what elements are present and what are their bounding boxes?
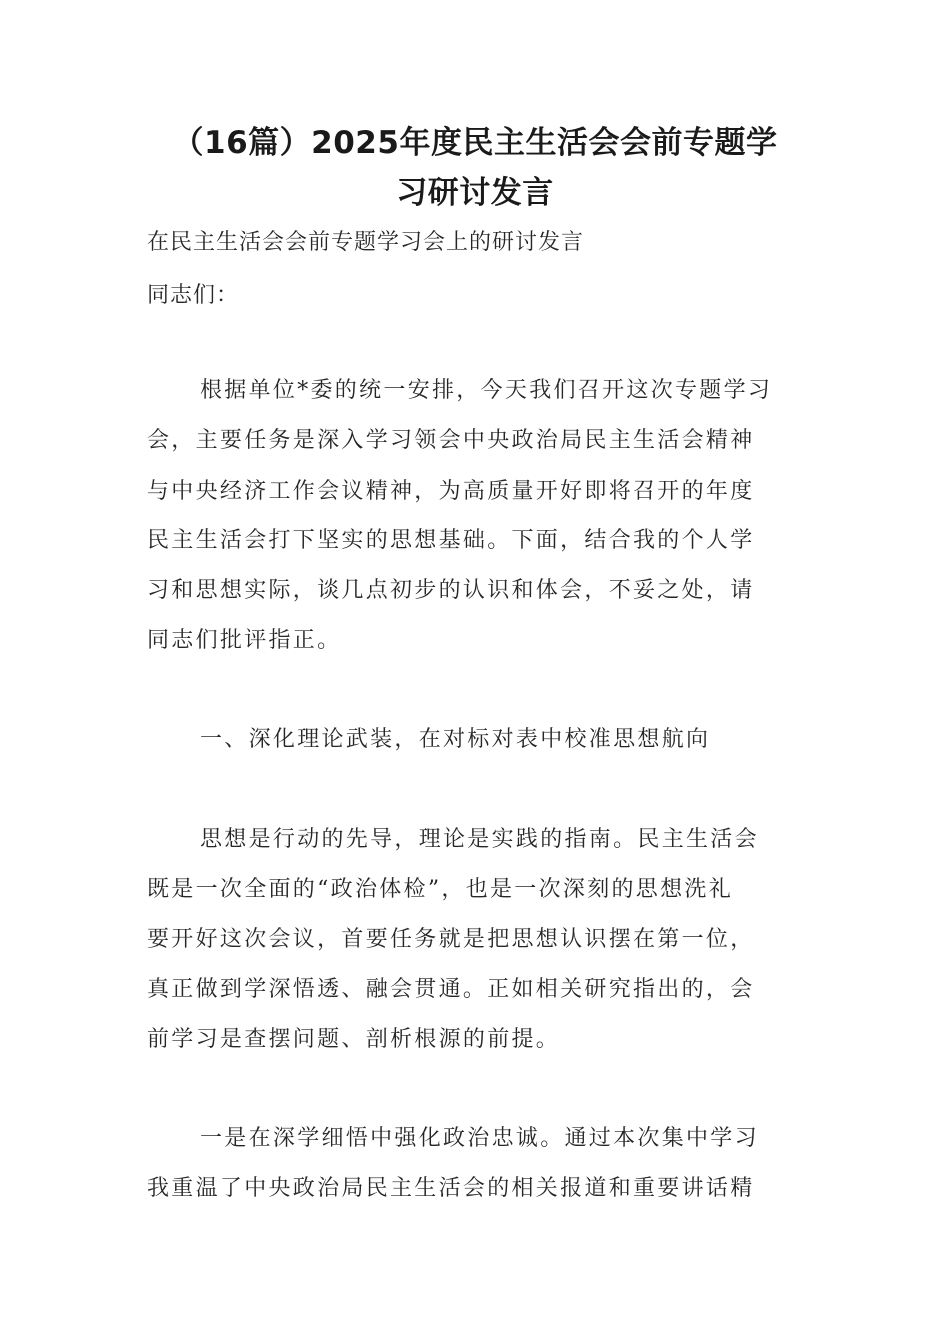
paragraph-line: 与中央经济工作会议精神，为高质量开好即将召开的年度	[147, 479, 755, 504]
paragraph-line: 思想是行动的先导，理论是实践的指南。民主生活会	[200, 827, 759, 852]
paragraph-line: 要开好这次会议，首要任务就是把思想认识摆在第一位，	[147, 927, 755, 952]
paragraph-line: 根据单位*委的统一安排，今天我们召开这次专题学习	[200, 378, 773, 403]
paragraph-line: 既是一次全面的“政治体检”，也是一次深刻的思想洗礼	[147, 877, 733, 902]
document-title	[120, 118, 830, 218]
paragraph-line: 习和思想实际，谈几点初步的认识和体会，不妥之处，请	[147, 578, 755, 603]
salutation: 同志们：	[147, 283, 240, 308]
subtitle: 在民主生活会会前专题学习会上的研讨发言	[147, 230, 585, 255]
paragraph-line: 一是在深学细悟中强化政治忠诚。通过本次集中学习	[200, 1126, 759, 1151]
section-heading: 一、深化理论武装，在对标对表中校准思想航向	[200, 727, 711, 752]
title-line-1: （16篇）2025年度民主生活会会前专题学	[172, 125, 778, 161]
paragraph-line: 我重温了中央政治局民主生活会的相关报道和重要讲话精	[147, 1176, 755, 1201]
paragraph-line: 真正做到学深悟透、融会贯通。正如相关研究指出的，会	[147, 977, 755, 1002]
paragraph-line: 前学习是查摆问题、剖析根源的前提。	[147, 1027, 561, 1052]
paragraph-line: 会，主要任务是深入学习领会中央政治局民主生活会精神	[147, 428, 755, 453]
title-line-2: 习研讨发言	[396, 175, 554, 211]
paragraph-line: 同志们批评指正。	[147, 628, 342, 653]
paragraph-line: 民主生活会打下坚实的思想基础。下面，结合我的个人学	[147, 528, 755, 553]
